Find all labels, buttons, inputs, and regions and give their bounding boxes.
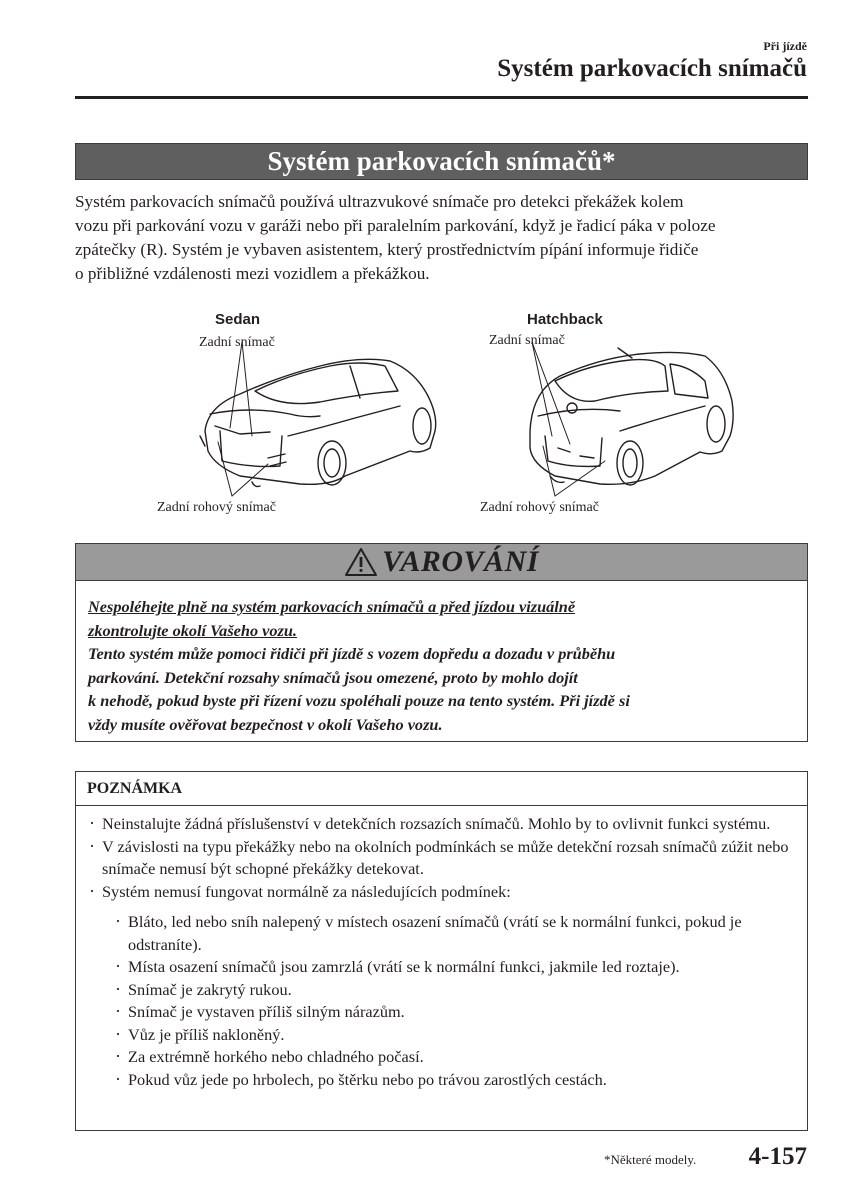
footnote: *Některé modely. bbox=[604, 1152, 697, 1167]
hatchback-corner-sensor-label: Zadní rohový snímač bbox=[480, 500, 599, 515]
section-title: Systém parkovacích snímačů* bbox=[75, 143, 808, 180]
warning-underlined-line: Nespoléhejte plně na systém parkovacích snímačů a před jízdou vizuálně bbox=[88, 597, 576, 616]
warning-line: vždy musíte ověřovat bezpečnost v okolí Vašeho vozu. bbox=[88, 714, 443, 734]
warning-line: Tento systém může pomoci řidiči při jízdě s vozem dopředu a dozadu v průběhu bbox=[88, 644, 616, 663]
note-title: POZNÁMKA bbox=[76, 772, 807, 806]
note-box bbox=[75, 771, 808, 1131]
warning-line: k nehodě, pokud byste při řízení vozu spoléhali pouze na tento systém. Při jízdě si bbox=[88, 691, 630, 710]
chapter-label: Při jízdě bbox=[763, 39, 807, 53]
sub-list-item: · Snímač je vystaven příliš silným nárazům. bbox=[112, 1001, 797, 1024]
note-body bbox=[76, 806, 807, 1091]
intro-paragraph bbox=[75, 190, 810, 286]
warning-underlined-line: zkontrolujte okolí Vašeho vozu. bbox=[88, 620, 297, 640]
page-number: 4-157 bbox=[748, 1143, 807, 1170]
hatchback-drawing bbox=[530, 342, 733, 496]
warning-text bbox=[76, 581, 807, 736]
warning-title: VAROVÁNÍ bbox=[382, 545, 539, 578]
sedan-rear-sensor-label: Zadní snímač bbox=[199, 335, 275, 350]
hatchback-label: Hatchback bbox=[527, 311, 603, 328]
warning-line: parkování. Detekční rozsahy snímačů jsou omezené, proto by mohlo dojít bbox=[88, 667, 578, 687]
sub-list-item: · Snímač je zakrytý rukou. bbox=[112, 979, 797, 1002]
intro-line: Systém parkovacích snímačů používá ultrazvukové snímače pro detekci překážek kolem bbox=[75, 192, 684, 211]
sub-list-item: · Pokud vůz jede po hrbolech, po štěrku nebo po trávou zarostlých cestách. bbox=[112, 1069, 797, 1092]
sub-list-item: · Za extrémně horkého nebo chladného počasí. bbox=[112, 1046, 797, 1069]
list-item: · Systém nemusí fungovat normálně za následujících podmínek: bbox=[86, 881, 797, 904]
header-title: Systém parkovacích snímačů bbox=[497, 55, 807, 82]
header-rule bbox=[75, 96, 808, 99]
intro-line: zpátečky (R). Systém je vybaven asistentem, který prostřednictvím pípání informuje řidiče bbox=[75, 240, 699, 259]
note-sub-list bbox=[86, 911, 797, 1091]
sub-list-item: · Vůz je příliš nakloněný. bbox=[112, 1024, 797, 1047]
warning-box bbox=[75, 543, 808, 742]
sub-list-item: · Bláto, led nebo sníh nalepený v místech osazení snímačů (vrátí se k normální funkci, pokud je odstraníte). bbox=[112, 911, 797, 956]
note-list bbox=[86, 813, 797, 903]
hatchback-rear-sensor-label: Zadní snímač bbox=[489, 333, 565, 348]
list-item: · V závislosti na typu překážky nebo na okolních podmínkách se může detekční rozsah snímačů zúžit nebo snímače nemusí být schopné překážky detekovat. bbox=[86, 836, 797, 881]
sedan-corner-sensor-label: Zadní rohový snímač bbox=[157, 500, 276, 515]
list-item: · Neinstalujte žádná příslušenství v detekčních rozsazích snímačů. Mohlo by to ovlivnit funkci systému. bbox=[86, 813, 797, 836]
sedan-label: Sedan bbox=[215, 311, 261, 328]
intro-line: o přibližné vzdálenosti mezi vozidlem a překážkou. bbox=[75, 264, 430, 283]
warning-header bbox=[76, 544, 807, 581]
sub-list-item: · Místa osazení snímačů jsou zamrzlá (vrátí se k normální funkci, jakmile led roztaje). bbox=[112, 956, 797, 979]
warning-triangle-icon bbox=[344, 547, 378, 577]
intro-line: vozu při parkování vozu v garáži nebo při paralelním parkování, když je řadicí páka v poloze bbox=[75, 216, 716, 235]
parking-sensor-illustration bbox=[160, 336, 760, 506]
sedan-drawing bbox=[200, 342, 436, 496]
